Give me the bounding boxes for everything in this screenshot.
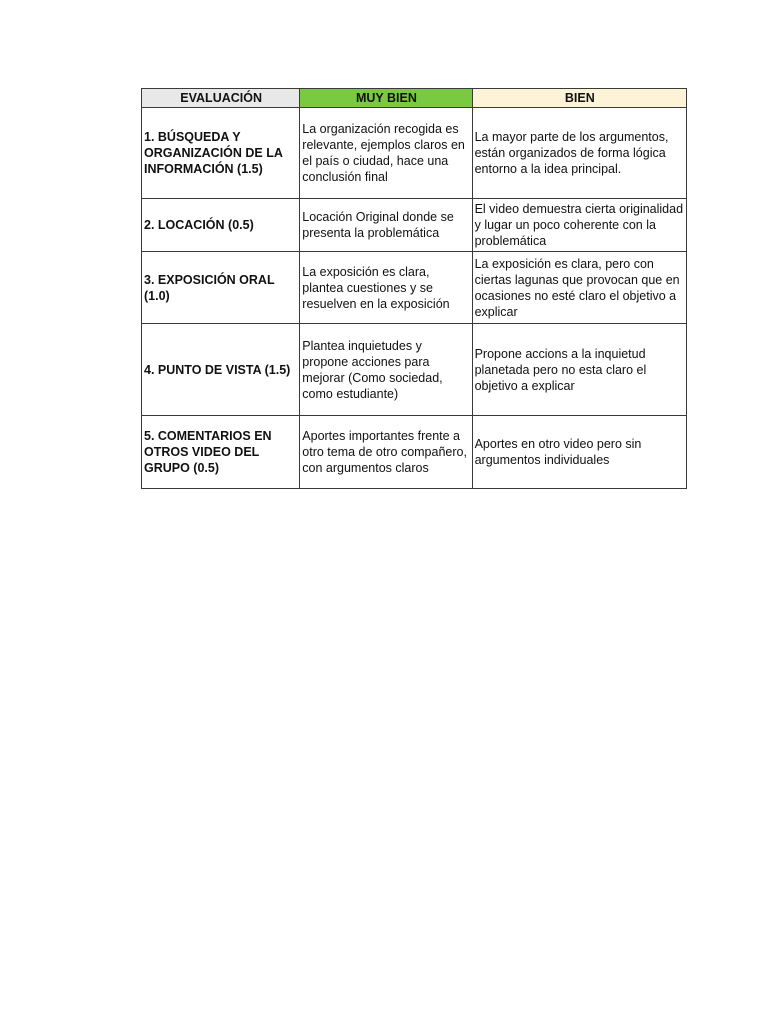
muy-bien-cell: Aportes importantes frente a otro tema de otro compañero, con argumentos claros [300,416,472,489]
table-row [142,324,687,416]
header-muy-bien: MUY BIEN [300,89,472,108]
criterion-cell: 1. BÚSQUEDA Y ORGANIZACIÓN DE LA INFORMACIÓN (1.5) [142,108,300,199]
bien-cell: La mayor parte de los argumentos, están organizados de forma lógica entorno a la idea principal. [472,108,686,199]
table-row [142,199,687,252]
muy-bien-cell: Locación Original donde se presenta la problemática [300,199,472,252]
criterion-cell: 5. COMENTARIOS EN OTROS VIDEO DEL GRUPO (0.5) [142,416,300,489]
table-row [142,108,687,199]
table-row [142,252,687,324]
bien-cell: Aportes en otro video pero sin argumentos individuales [472,416,686,489]
header-evaluacion: EVALUACIÓN [142,89,300,108]
bien-cell: Propone accions a la inquietud planetada pero no esta claro el objetivo a explicar [472,324,686,416]
muy-bien-cell: Plantea inquietudes y propone acciones para mejorar (Como sociedad, como estudiante) [300,324,472,416]
bien-cell: El video demuestra cierta originalidad y lugar un poco coherente con la problemática [472,199,686,252]
muy-bien-cell: La exposición es clara, plantea cuestiones y se resuelven en la exposición [300,252,472,324]
header-bien: BIEN [472,89,686,108]
header-row [142,89,687,108]
criterion-cell: 2. LOCACIÓN (0.5) [142,199,300,252]
criterion-cell: 4. PUNTO DE VISTA (1.5) [142,324,300,416]
table-row [142,416,687,489]
criterion-cell: 3. EXPOSICIÓN ORAL (1.0) [142,252,300,324]
muy-bien-cell: La organización recogida es relevante, ejemplos claros en el país o ciudad, hace una conclusión final [300,108,472,199]
bien-cell: La exposición es clara, pero con ciertas lagunas que provocan que en ocasiones no esté claro el objetivo a explicar [472,252,686,324]
rubric-table [141,88,687,489]
